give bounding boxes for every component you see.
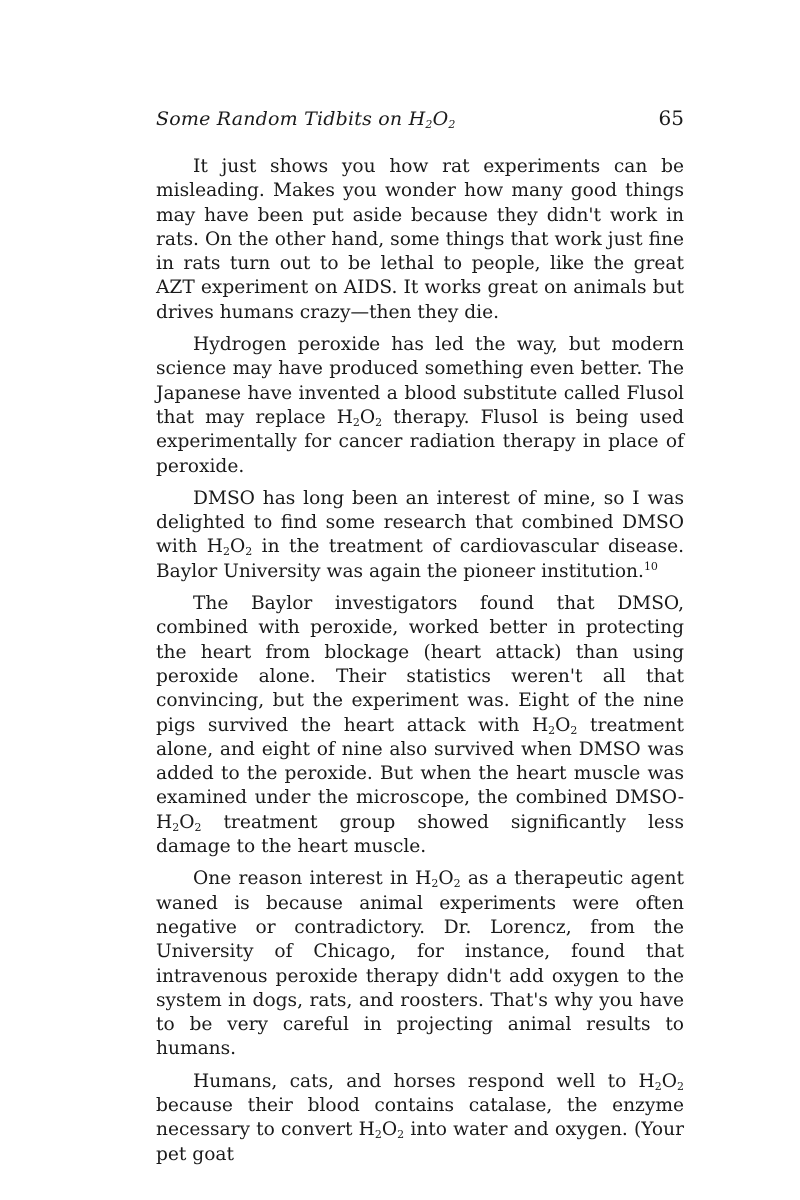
paragraph: One reason interest in $H_2O_2$ as a therapeutic agent waned is because animal experiments were often negative or contradictory. Dr. Lorencz, from the University of Chicago, for instance, found that intravenous peroxide therapy didn't add oxygen to the system in dogs, rats, and roosters. That's why you have to be very careful in projecting animal results to humans.: [156, 868, 684, 1060]
paragraph: Hydrogen peroxide has led the way, but modern science may have produced something even better. The Japanese have invented a blood substitute called Flusol that may replace $H_2O_2$ therapy. Flusol is being used experimentally for cancer radiation therapy in place of peroxide.: [156, 334, 684, 477]
paragraph: It just shows you how rat experiments can be misleading. Makes you wonder how many good things may have been put aside because they didn't work in rats. On the other hand, some things that work just fine in rats turn out to be lethal to people, like the great AZT experiment on AIDS. It works great on animals but drives humans crazy—then they die.: [156, 156, 684, 323]
page-number: 65: [658, 106, 684, 130]
paragraph: DMSO has long been an interest of mine, so I was delighted to find some research that combined DMSO with $H_2O_2$ in the treatment of cardiovascular disease. Baylor University was again the pioneer institution.$^{10}$: [156, 487, 684, 582]
running-title: Some Random Tidbits on $H_2O_2$: [156, 108, 456, 131]
body-text: [156, 155, 684, 1175]
paragraph: Humans, cats, and horses respond well to $H_2O_2$ because their blood contains catalase, the enzyme necessary to convert $H_2O_2$ into water and oxygen. (Your pet goat: [156, 1070, 684, 1165]
paragraph: The Baylor investigators found that DMSO, combined with peroxide, worked better in protecting the heart from blockage (heart attack) than using peroxide alone. Their statistics weren't all that convincing, but the experiment was. Eight of the nine pigs survived the heart attack with $H_2O_2$ treatment alone, and eight of nine also survived when DMSO was added to the peroxide. But when the heart muscle was examined under the microscope, the combined DMSO-$H_2O_2$ treatment group showed significantly less damage to the heart muscle.: [156, 593, 684, 858]
page-header: [156, 106, 684, 130]
